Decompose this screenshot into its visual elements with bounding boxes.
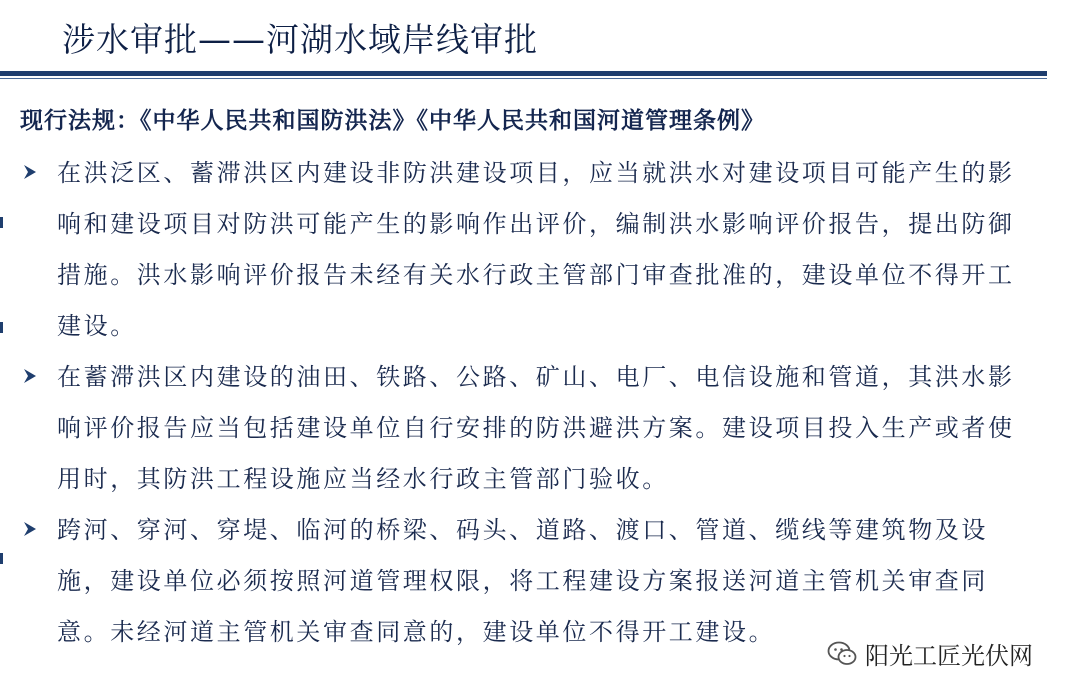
regulation-line: 现行法规：《中华人民共和国防洪法》《中华人民共和国河道管理条例》: [20, 108, 765, 134]
bullet-text: 在蓄滞洪区内建设的油田、铁路、公路、矿山、电厂、电信设施和管道，其洪水影响评价报告应当包括建设单位自行安排的防洪避洪方案。建设项目投入生产或者使用时，其防洪工程设施应当经水行政主管部门验收。: [57, 363, 1015, 493]
watermark: [827, 636, 1033, 671]
arrow-bullet-icon: [22, 366, 38, 386]
arrow-bullet-icon: [22, 519, 38, 539]
arrow-bullet-icon: [22, 162, 38, 182]
watermark-text: 阳光工匠光伏网: [865, 642, 1033, 670]
title-divider-thin: [0, 78, 1047, 79]
list-item: [0, 148, 1037, 352]
wechat-icon: [827, 641, 857, 667]
list-item: [0, 352, 1037, 505]
bullet-list: [0, 148, 1067, 658]
title-divider: [0, 71, 1047, 76]
bullet-text: 在洪泛区、蓄滞洪区内建设非防洪建设项目，应当就洪水对建设项目可能产生的影响和建设项目对防洪可能产生的影响作出评价，编制洪水影响评价报告，提出防御措施。洪水影响评价报告未经有关水行政主管部门审查批准的，建设单位不得开工建设。: [57, 159, 1015, 340]
page-title: 涉水审批——河湖水域岸线审批: [62, 20, 538, 59]
bullet-text: 跨河、穿河、穿堤、临河的桥梁、码头、道路、渡口、管道、缆线等建筑物及设施，建设单位必须按照河道管理权限，将工程建设方案报送河道主管机关审查同意。未经河道主管机关审查同意的，建设单位不得开工建设。: [57, 516, 988, 646]
